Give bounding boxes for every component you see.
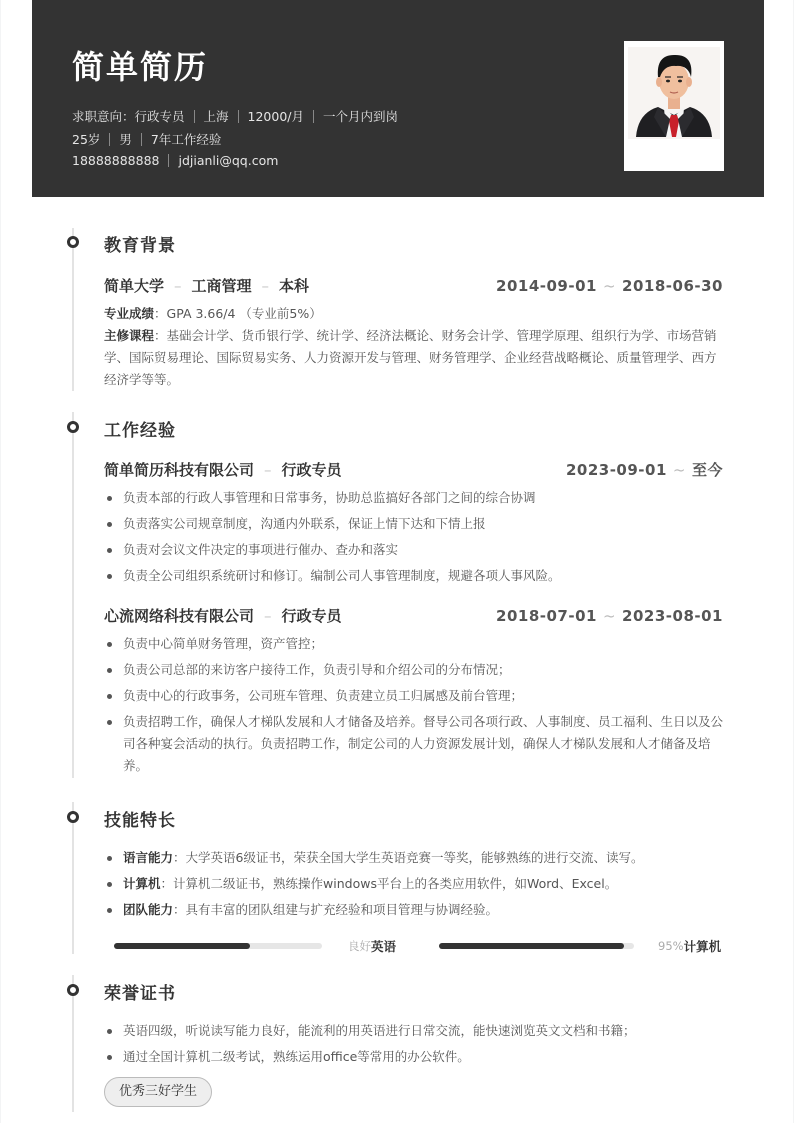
major: 工商管理 [191, 277, 252, 295]
start-date: 2014-09-01 [496, 276, 597, 295]
date-separator: ~ [672, 461, 686, 479]
list-item: 负责落实公司规章制度，沟通内外联系，保证上情下达和下情上报 [104, 513, 724, 535]
section-title-work: 工作经验 [104, 421, 176, 441]
education-row [104, 275, 723, 296]
skill-text: ：具有丰富的团队组建与扩充经验和项目管理与协调经验。 [173, 902, 499, 917]
section-title-honors: 荣誉证书 [104, 984, 176, 1004]
date-separator: ~ [602, 606, 617, 625]
divider [168, 154, 169, 167]
timeline-dot-icon [67, 984, 79, 996]
list-item [104, 899, 724, 921]
skill-level: 良好 [348, 939, 371, 953]
progress-fill [439, 943, 624, 949]
start-date: 2018-07-01 [496, 606, 597, 625]
divider [238, 110, 239, 123]
dash-separator: – [261, 277, 270, 295]
education-dates [496, 277, 723, 295]
divider [313, 110, 314, 123]
list-item: 负责公司总部的来访客户接待工作，负责引导和介绍公司的分布情况； [104, 659, 724, 681]
personal-info-line [72, 130, 221, 148]
job-intent-line [72, 107, 398, 125]
school-name: 简单大学 [104, 277, 165, 295]
avatar-illustration [624, 41, 724, 171]
progress-fill [114, 943, 250, 949]
timeline-line [72, 802, 74, 954]
timeline-dot-icon [67, 236, 79, 248]
divider [141, 133, 142, 146]
dash-separator: – [174, 277, 182, 295]
job-heading [104, 459, 342, 480]
progress-track [114, 943, 322, 949]
section-title-education: 教育背景 [104, 236, 176, 256]
gender: 男 [119, 132, 132, 147]
age: 25岁 [72, 132, 101, 147]
list-item: 负责招聘工作，确保人才梯队发展和人才储备及培养。督导公司各项行政、人事制度、员工福利、生日以及公司各种宴会活动的执行。负责招聘工作，制定公司的人力资源发展计划，确保人才梯队发展和人才储备及培养。 [104, 711, 724, 777]
honors-list [104, 1020, 724, 1072]
honor-tag: 优秀三好学生 [104, 1077, 212, 1107]
dash-separator: – [264, 607, 272, 625]
contact-line [72, 153, 278, 168]
list-item: 负责本部的行政人事管理和日常事务，协助总监搞好各部门之间的综合协调 [104, 487, 724, 509]
job-position: 行政专员 [281, 461, 342, 479]
timeline-dot-icon [67, 421, 79, 433]
gpa-label: 专业成绩 [104, 306, 155, 321]
courses-line [104, 325, 724, 391]
end-date: 2023-08-01 [622, 606, 723, 625]
list-item [104, 873, 724, 895]
list-item [104, 847, 724, 869]
salary: 12000/月 [247, 109, 305, 124]
list-item: 负责全公司组织系统研讨和修订。编制公司人事管理制度，规避各项人事风险。 [104, 565, 724, 587]
courses-value: ：基础会计学、货币银行学、统计学、经济法概论、财务会计学、管理学原理、组织行为学、市场营销学、国际贸易理论、国际贸易实务、人力资源开发与管理、财务管理学、企业经营战略概论、质量管理学、西方经济学等等。 [104, 328, 717, 387]
job-duties-list [104, 633, 724, 781]
skills-list [104, 847, 724, 925]
list-item: 通过全国计算机二级考试，熟练运用office等常用的办公软件。 [104, 1046, 724, 1068]
job-heading [104, 605, 342, 626]
skill-name: 英语 [371, 939, 397, 954]
timeline-line [72, 412, 74, 778]
section-title-skills: 技能特长 [104, 811, 176, 831]
skill-name: 计算机 [683, 939, 722, 954]
gpa-line [104, 303, 724, 325]
list-item: 负责中心的行政事务，公司班车管理、负责建立员工归属感及前台管理； [104, 685, 724, 707]
skill-label: 语言能力 [123, 850, 174, 865]
gpa-value: ：GPA 3.66/4 （专业前5%） [154, 306, 322, 321]
skill-level: 95% [658, 939, 684, 953]
job-row [104, 459, 723, 480]
resume-name: 简单简历 [72, 48, 209, 86]
job-row [104, 605, 723, 626]
courses-label: 主修课程 [104, 328, 155, 343]
start-date: 2023-09-01 [565, 461, 667, 479]
timeline-line [72, 228, 74, 391]
job-dates [566, 459, 723, 480]
dash-separator: – [264, 461, 272, 479]
skill-bar-english [114, 937, 396, 955]
list-item: 负责中心简单财务管理，资产管控； [104, 633, 724, 655]
job-intent: 求职意向：行政专员 [72, 109, 185, 124]
degree: 本科 [279, 277, 310, 295]
end-date: 2018-06-30 [622, 276, 723, 295]
progress-track [439, 943, 634, 949]
location: 上海 [203, 109, 229, 124]
company-name: 心流网络科技有限公司 [104, 607, 255, 625]
phone: 18888888888 [72, 153, 160, 168]
skill-text: ：计算机二级证书，熟练操作windows平台上的各类应用软件，如Word、Excel。 [160, 876, 618, 891]
job-position: 行政专员 [281, 607, 342, 625]
job-duties-list [104, 487, 724, 591]
skill-label: 团队能力 [123, 902, 174, 917]
list-item: 英语四级，听说读写能力良好，能流利的用英语进行日常交流，能快速浏览英文文档和书籍； [104, 1020, 724, 1042]
email: jdjianli@qq.com [178, 153, 279, 168]
resume-page [1, 0, 793, 1123]
end-date: 至今 [691, 461, 723, 479]
availability: 一个月内到岗 [323, 109, 399, 124]
resume-header [32, 0, 764, 197]
experience-years: 7年工作经验 [150, 132, 222, 147]
list-item: 负责对会议文件决定的事项进行催办、查办和落实 [104, 539, 724, 561]
date-separator: ~ [602, 276, 617, 295]
divider [194, 110, 195, 123]
avatar-photo [624, 41, 724, 171]
timeline-dot-icon [67, 811, 79, 823]
divider [109, 133, 110, 146]
skill-bars [114, 937, 724, 953]
education-heading [104, 275, 309, 296]
job-dates [496, 607, 723, 625]
skill-label: 计算机 [123, 876, 161, 891]
company-name: 简单简历科技有限公司 [104, 461, 255, 479]
skill-text: ：大学英语6级证书，荣获全国大学生英语竞赛一等奖，能够熟练的进行交流、读写。 [173, 850, 644, 865]
skill-bar-computer [439, 937, 721, 955]
education-details [104, 303, 724, 391]
